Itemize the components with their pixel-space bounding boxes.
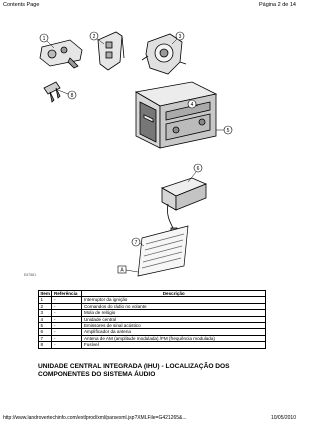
item-reference: - bbox=[52, 316, 82, 322]
item-reference: - bbox=[52, 342, 82, 348]
callout-6: 6 bbox=[196, 165, 200, 172]
item-number: 5 bbox=[39, 323, 52, 329]
column-header-reference: Referência bbox=[52, 291, 82, 297]
item-description: Mola de relógio bbox=[82, 310, 266, 316]
steering-wheel-controls-illustration bbox=[98, 32, 124, 70]
head-unit-illustration bbox=[136, 82, 216, 148]
column-header-item: Item bbox=[40, 291, 50, 296]
table-row bbox=[39, 342, 266, 348]
item-number: 2 bbox=[39, 303, 52, 309]
item-number: 6 bbox=[39, 329, 52, 335]
antenna-amplifier-illustration bbox=[162, 178, 206, 233]
column-header-description: Descrição bbox=[82, 291, 266, 297]
item-reference: - bbox=[52, 297, 82, 303]
callout-3: 3 bbox=[178, 33, 182, 40]
item-reference: - bbox=[52, 335, 82, 341]
item-number: 1 bbox=[39, 297, 52, 303]
item-description: Fusível bbox=[82, 342, 266, 348]
callout-4: 4 bbox=[190, 101, 194, 108]
figure-code: E67581 bbox=[24, 273, 37, 277]
page-number: Página 2 de 14 bbox=[258, 2, 296, 8]
callout-8: 8 bbox=[70, 92, 74, 99]
item-reference: - bbox=[52, 310, 82, 316]
item-reference: - bbox=[52, 329, 82, 335]
item-number: 3 bbox=[39, 310, 52, 316]
item-description: Antena de AM (amplitude modulada) /FM (frequência modulada) bbox=[82, 335, 266, 341]
callout-a: A bbox=[120, 267, 124, 274]
leader-lines bbox=[47, 38, 224, 272]
parts-table bbox=[38, 290, 266, 349]
callout-2: 2 bbox=[92, 33, 96, 40]
source-url[interactable]: http://www.landrovertechinfo.com/extlprod/xml/parsexml.jsp?XMLFile=G421265&... bbox=[3, 415, 187, 421]
am-fm-antenna-illustration bbox=[138, 226, 188, 276]
item-number: 8 bbox=[39, 342, 52, 348]
item-number: 7 bbox=[39, 335, 52, 341]
ignition-switch-illustration bbox=[40, 40, 82, 68]
item-description: Amplificador da antena bbox=[82, 329, 266, 335]
item-number: 4 bbox=[39, 316, 52, 322]
item-description: Comandos do rádio no volante bbox=[82, 303, 266, 309]
callout-7: 7 bbox=[134, 239, 138, 246]
item-description: Unidade central bbox=[82, 316, 266, 322]
callout-1: 1 bbox=[42, 35, 46, 42]
component-location-diagram bbox=[20, 22, 252, 277]
print-date: 10/05/2010 bbox=[270, 415, 296, 421]
item-description: Emissores de sinal acústico bbox=[82, 323, 266, 329]
item-description: Interruptor da ignição bbox=[82, 297, 266, 303]
item-reference: - bbox=[52, 303, 82, 309]
section-heading: UNIDADE CENTRAL INTEGRADA (IHU) - LOCALIZAÇÃO DOS COMPONENTES DO SISTEMA ÁUDIO bbox=[38, 363, 230, 378]
callout-5: 5 bbox=[226, 127, 230, 134]
page-header-title: Contents Page bbox=[3, 2, 40, 8]
item-reference: - bbox=[52, 323, 82, 329]
callout-markers bbox=[40, 32, 232, 274]
fuse-illustration bbox=[44, 82, 60, 102]
